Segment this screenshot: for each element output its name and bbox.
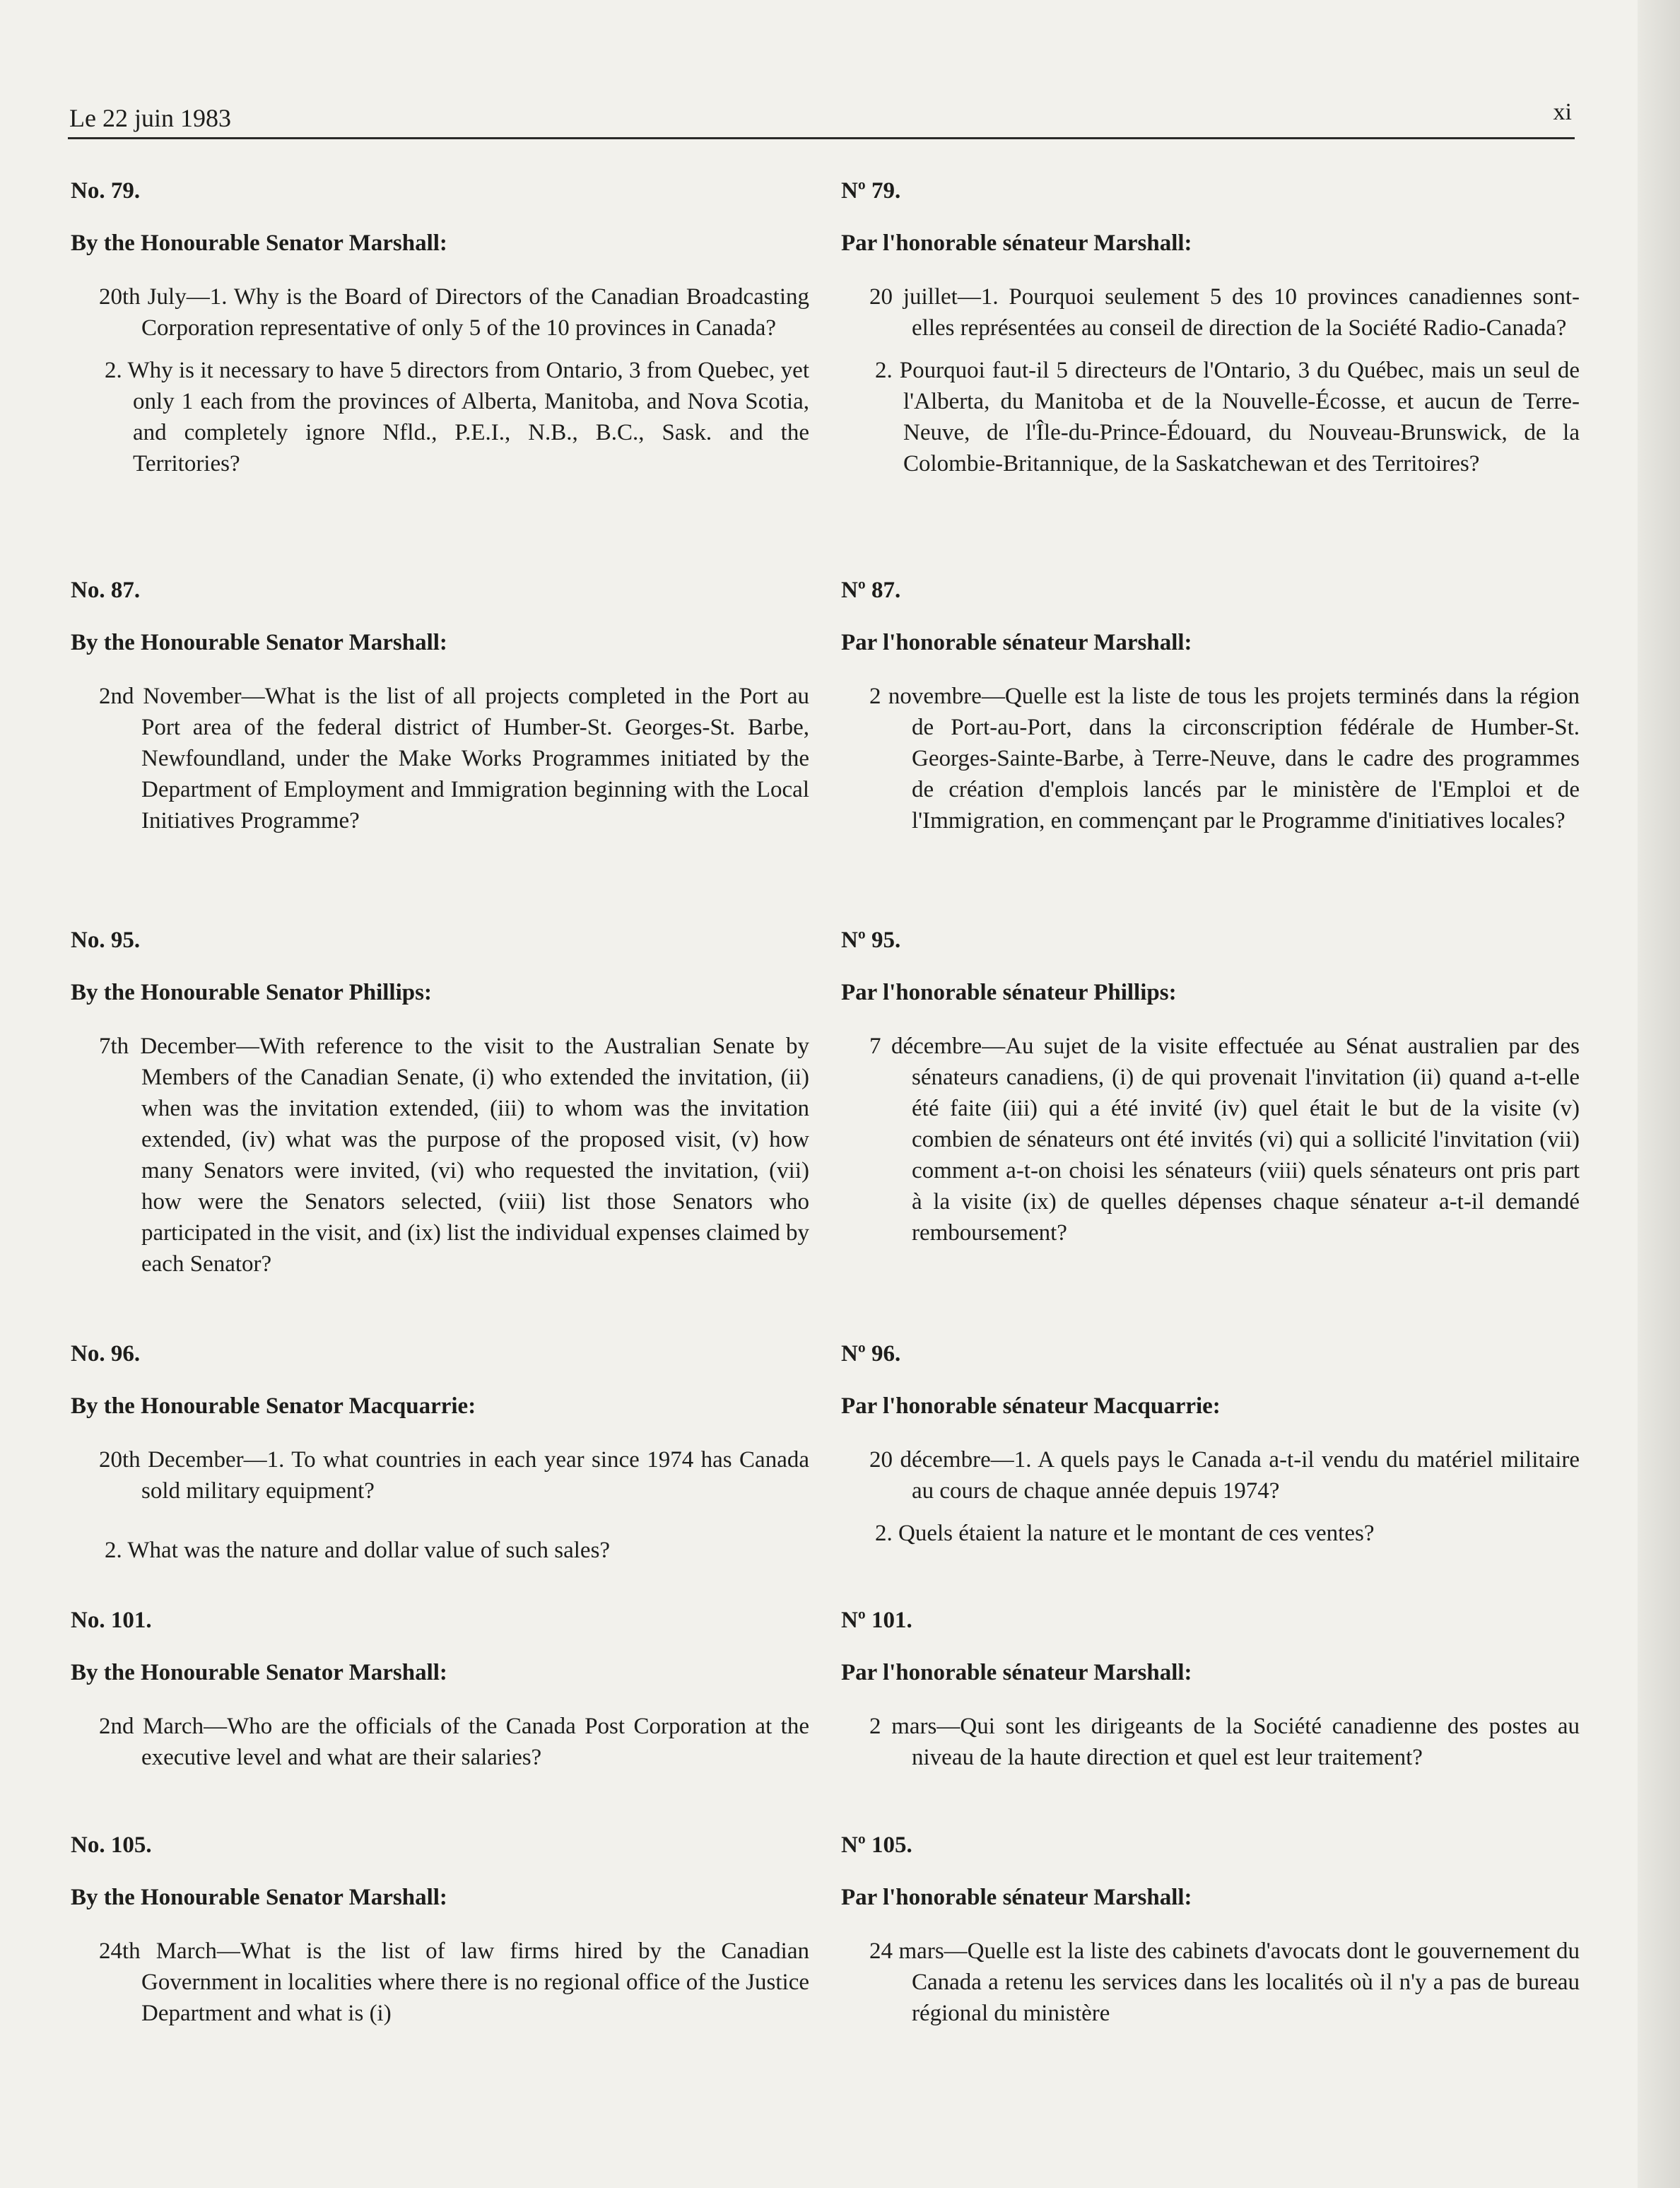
question-number: Nº 95. <box>841 928 901 953</box>
question-87-en <box>71 576 809 836</box>
question-author: By the Honourable Senator Macquarrie: <box>71 1393 476 1419</box>
question-number: No. 105. <box>71 1832 152 1858</box>
question-paragraph: 2 novembre—Quelle est la liste de tous les projets terminés dans la région de Port-au-Port, dans la circonscription fédérale de Humber-St. Georges-Sainte-Barbe, à Terre-Neuve, dans le cadre des programmes de création d'emplois lancés par le ministère de l'Emploi et de l'Immigration, en commençant par le Programme d'initiatives locales? <box>869 684 1580 833</box>
question-paragraph: 20 décembre—1. A quels pays le Canada a-t-il vendu du matériel militaire au cours de chaque année depuis 1974? <box>869 1447 1580 1504</box>
page-number: xi <box>1553 99 1572 125</box>
question-paragraph: 20 juillet—1. Pourquoi seulement 5 des 10 provinces canadiennes sont-elles représentées au conseil de direction de la Société Radio-Canada? <box>869 284 1580 341</box>
question-author: By the Honourable Senator Marshall: <box>71 1660 447 1685</box>
question-author: Par l'honorable sénateur Marshall: <box>841 230 1192 256</box>
question-author: Par l'honorable sénateur Macquarrie: <box>841 1393 1221 1419</box>
question-paragraph: 2. Why is it necessary to have 5 directors from Ontario, 3 from Quebec, yet only 1 each from the provinces of Alberta, Manitoba, and Nova Scotia, and completely ignore Nfld., P.E.I., N.B., B.C., Sask. and the Territories? <box>105 358 809 476</box>
question-101-fr <box>841 1606 1580 1773</box>
question-paragraph: 7 décembre—Au sujet de la visite effectuée au Sénat australien par des sénateurs canadiens, (i) de qui provenait l'invitation (ii) quand a-t-elle été faite (iii) qui a été invité (iv) quel était le but de la visite (v) combien de sénateurs ont été invités (vi) qui a sollicité l'invitation (vii) comment a-t-on choisi les sénateurs (viii) quels sénateurs ont pris part à la visite (ix) de quelles dépenses chaque sénateur a-t-il demandé remboursement? <box>869 1034 1580 1246</box>
question-paragraph: 7th December—With reference to the visit to the Australian Senate by Members of the Canadian Senate, (i) who extended the invitation, (ii) when was the invitation extended, (iii) to whom was the invitation extended, (iv) what was the purpose of the proposed visit, (v) how many Senators were invited, (vi) who requested the invitation, (vii) how were the Senators selected, (viii) list those Senators who participated in the visit, and (ix) list the individual expenses claimed by each Senator? <box>99 1034 809 1277</box>
question-number: Nº 105. <box>841 1832 912 1858</box>
question-95-fr <box>841 926 1580 1248</box>
question-author: Par l'honorable sénateur Phillips: <box>841 980 1177 1005</box>
page-edge-shadow <box>1638 0 1680 2188</box>
question-number: Nº 79. <box>841 178 901 204</box>
question-number: Nº 101. <box>841 1608 912 1633</box>
question-author: By the Honourable Senator Phillips: <box>71 980 432 1005</box>
question-number: No. 79. <box>71 178 141 204</box>
question-87-fr <box>841 576 1580 836</box>
question-79-fr <box>841 177 1580 479</box>
question-number: Nº 96. <box>841 1341 901 1367</box>
question-number: No. 101. <box>71 1608 152 1633</box>
question-paragraph: 2nd March—Who are the officials of the Canada Post Corporation at the executive level and what are their salaries? <box>99 1714 809 1770</box>
question-paragraph: 2. Quels étaient la nature et le montant de ces ventes? <box>875 1521 1375 1546</box>
question-number: No. 96. <box>71 1341 141 1367</box>
question-paragraph: 24 mars—Quelle est la liste des cabinets d'avocats dont le gouvernement du Canada a retenu les services dans les localités où il n'y a pas de bureau régional du ministère <box>869 1938 1580 2026</box>
question-number: No. 87. <box>71 578 141 603</box>
question-author: By the Honourable Senator Marshall: <box>71 230 447 256</box>
question-author: Par l'honorable sénateur Marshall: <box>841 1660 1192 1685</box>
question-author: By the Honourable Senator Marshall: <box>71 630 447 655</box>
question-author: By the Honourable Senator Marshall: <box>71 1885 447 1910</box>
question-author: Par l'honorable sénateur Marshall: <box>841 630 1192 655</box>
question-author: Par l'honorable sénateur Marshall: <box>841 1885 1192 1910</box>
question-paragraph: 2. Pourquoi faut-il 5 directeurs de l'Ontario, 3 du Québec, mais un seul de l'Alberta, du Manitoba et de la Nouvelle-Écosse, et aucun de Terre-Neuve, de l'Île-du-Prince-Édouard, du Nouveau-Brunswick, de la Colombie-Britannique, de la Saskatchewan et des Territoires? <box>875 358 1580 476</box>
question-79-en <box>71 177 809 479</box>
question-paragraph: 2. What was the nature and dollar value of such sales? <box>105 1538 611 1563</box>
question-paragraph: 2 mars—Qui sont les dirigeants de la Société canadienne des postes au niveau de la haute direction et quel est leur traitement? <box>869 1714 1580 1770</box>
question-96-en <box>71 1340 809 1566</box>
question-95-en <box>71 926 809 1280</box>
running-header <box>68 99 1575 139</box>
question-105-en <box>71 1831 809 2029</box>
question-paragraph: 20th July—1. Why is the Board of Directors of the Canadian Broadcasting Corporation representative of only 5 of the 10 provinces in Canada? <box>99 284 809 341</box>
question-101-en <box>71 1606 809 1773</box>
question-paragraph: 2nd November—What is the list of all projects completed in the Port au Port area of the federal district of Humber-St. Georges-St. Barbe, Newfoundland, under the Make Works Programmes initiated by the Department of Employment and Immigration beginning with the Local Initiatives Programme? <box>99 684 809 833</box>
question-number: No. 95. <box>71 928 141 953</box>
header-date: Le 22 juin 1983 <box>69 104 231 132</box>
question-105-fr <box>841 1831 1580 2029</box>
question-paragraph: 20th December—1. To what countries in each year since 1974 has Canada sold military equipment? <box>99 1447 809 1504</box>
question-number: Nº 87. <box>841 578 901 603</box>
question-96-fr <box>841 1340 1580 1549</box>
question-paragraph: 24th March—What is the list of law firms hired by the Canadian Government in localities where there is no regional office of the Justice Department and what is (i) <box>99 1938 809 2026</box>
